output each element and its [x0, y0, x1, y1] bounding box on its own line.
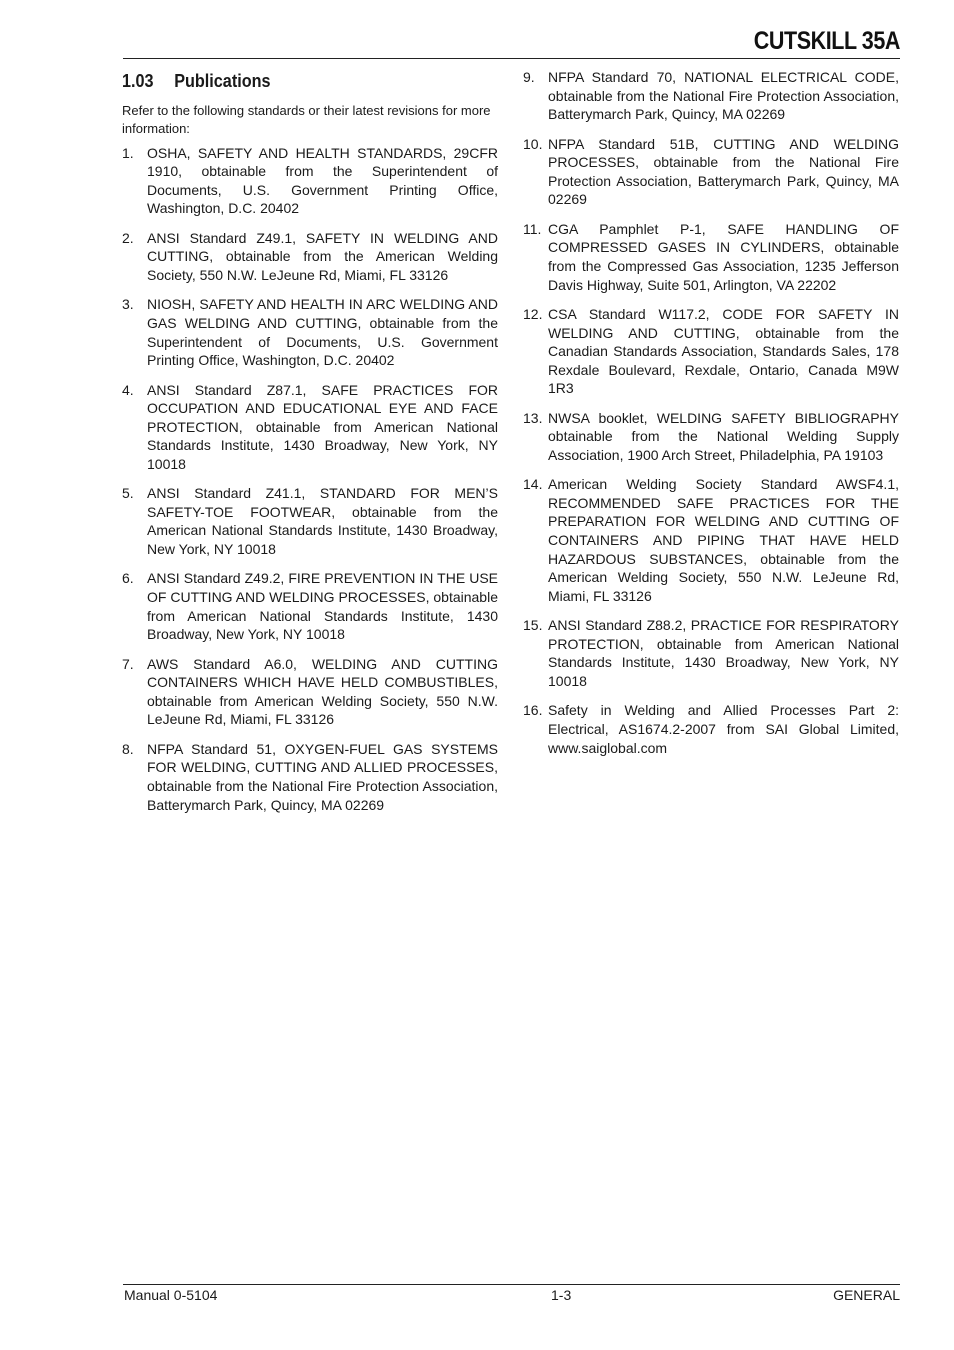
item-number: 8.: [122, 740, 134, 757]
section-number: 1.03: [122, 71, 154, 91]
item-text: NWSA booklet, WELDING SAFETY BIBLIOGRAPHY obtainable from the National Welding Supply Association, 1900 Arch Street, Philadelphia, PA 19103: [548, 409, 899, 463]
publication-item: [523, 475, 899, 605]
section-heading: [122, 72, 460, 91]
item-text: CGA Pamphlet P-1, SAFE HANDLING OF COMPRESSED GASES IN CYLINDERS, obtainable from the Compressed Gas Association, 1235 Jefferson Davis Highway, Suite 501, Arlington, VA 22202: [548, 220, 899, 293]
publication-item: [523, 616, 899, 690]
item-text: OSHA, SAFETY AND HEALTH STANDARDS, 29CFR 1910, obtainable from the Superintendent of Documents, U.S. Government Printing Office, Washington, D.C. 20402: [147, 144, 498, 217]
publication-item: [122, 144, 498, 218]
item-number: 5.: [122, 485, 134, 502]
item-number: 7.: [122, 655, 134, 672]
header-rule: [123, 58, 900, 59]
item-text: ANSI Standard Z49.2, FIRE PREVENTION IN THE USE OF CUTTING AND WELDING PROCESSES, obtainable from American National Standards Institute, 1430 Broadway, New York, NY 10018: [147, 570, 498, 643]
publication-item: [122, 295, 498, 369]
item-number: 1.: [122, 144, 134, 161]
document-title: CUTSKILL 35A: [753, 27, 900, 55]
item-number: 12.: [523, 305, 543, 322]
section-intro: Refer to the following standards or their latest revisions for more information:: [122, 102, 491, 136]
item-text: Safety in Welding and Allied Processes Part 2: Electrical, AS1674.2-2007 from SAI Global Limited, www.saiglobal.com: [548, 702, 899, 756]
item-text: NFPA Standard 70, NATIONAL ELECTRICAL CODE, obtainable from the National Fire Protection Association, Batterymarch Park, Quincy, MA 02269: [548, 69, 899, 123]
item-number: 16.: [523, 702, 543, 719]
item-number: 3.: [122, 296, 134, 313]
right-column: [523, 68, 899, 768]
item-text: American Welding Society Standard AWSF4.1, RECOMMENDED SAFE PRACTICES FOR THE PREPARATION FOR WELDING AND CUTTING OF CONTAINERS AND PIPING THAT HAVE HELD HAZARDOUS SUBSTANCES, obtainable from the American Welding Society, 550 N.W. LeJeune Rd, Miami, FL 33126: [548, 476, 899, 604]
item-number: 4.: [122, 381, 134, 398]
publication-item: [523, 135, 899, 209]
item-number: 13.: [523, 409, 543, 426]
publication-item: [523, 68, 899, 124]
item-text: AWS Standard A6.0, WELDING AND CUTTING CONTAINERS WHICH HAVE HELD COMBUSTIBLES, obtainable from American Welding Society, 550 N.W. LeJeune Rd, Miami, FL 33126: [147, 655, 498, 728]
item-number: 14.: [523, 476, 543, 493]
publication-item: [122, 569, 498, 643]
item-text: ANSI Standard Z41.1, STANDARD FOR MEN’S SAFETY-TOE FOOTWEAR, obtainable from the American National Standards Institute, 1430 Broadway, New York, NY 10018: [147, 485, 498, 558]
item-number: 2.: [122, 229, 134, 246]
section-title: Publications: [174, 71, 271, 91]
item-text: CSA Standard W117.2, CODE FOR SAFETY IN WELDING AND CUTTING, obtainable from the Canadian Standards Association, Standards Sales, 178 Rexdale Boulevard, Rexdale, Ontario, Canada M9W 1R3: [548, 305, 899, 397]
item-text: NIOSH, SAFETY AND HEALTH IN ARC WELDING AND GAS WELDING AND CUTTING, obtainable from the Superintendent of Documents, U.S. Government Printing Office, Washington, D.C. 20402: [147, 296, 498, 369]
item-number: 10.: [523, 135, 543, 152]
publication-item: [523, 701, 899, 757]
publication-item: [523, 409, 899, 465]
publication-item: [122, 740, 498, 814]
item-number: 15.: [523, 617, 543, 634]
item-text: ANSI Standard Z88.2, PRACTICE FOR RESPIRATORY PROTECTION, obtainable from American National Standards Institute, 1430 Broadway, New York, NY 10018: [548, 617, 899, 689]
publication-item: [523, 220, 899, 294]
item-text: ANSI Standard Z49.1, SAFETY IN WELDING AND CUTTING, obtainable from the American Welding Society, 550 N.W. LeJeune Rd, Miami, FL 33126: [147, 229, 498, 283]
publication-item: [122, 655, 498, 729]
footer-manual-number: Manual 0-5104: [124, 1287, 218, 1303]
publication-item: [122, 381, 498, 474]
footer-rule: [123, 1284, 900, 1285]
item-text: NFPA Standard 51, OXYGEN-FUEL GAS SYSTEMS FOR WELDING, CUTTING AND ALLIED PROCESSES, obtainable from the National Fire Protection Association, Batterymarch Park, Quincy, MA 02269: [147, 740, 498, 813]
item-number: 6.: [122, 570, 134, 587]
publication-item: [122, 484, 498, 558]
publication-list-left: [122, 144, 498, 815]
item-text: NFPA Standard 51B, CUTTING AND WELDING PROCESSES, obtainable from the National Fire Protection Association, Batterymarch Park, Quincy, MA 02269: [548, 135, 899, 208]
left-column: [122, 68, 498, 825]
item-text: ANSI Standard Z87.1, SAFE PRACTICES FOR OCCUPATION AND EDUCATIONAL EYE AND FACE PROTECTION, obtainable from American National Standards Institute, 1430 Broadway, New York, NY 10018: [147, 381, 498, 472]
footer-page-number: 1-3: [551, 1287, 572, 1303]
publication-item: [523, 305, 899, 398]
footer-section-name: GENERAL: [833, 1287, 900, 1303]
publication-item: [122, 229, 498, 285]
item-number: 11.: [523, 220, 542, 237]
publication-list-right: [523, 68, 899, 757]
item-number: 9.: [523, 69, 535, 85]
